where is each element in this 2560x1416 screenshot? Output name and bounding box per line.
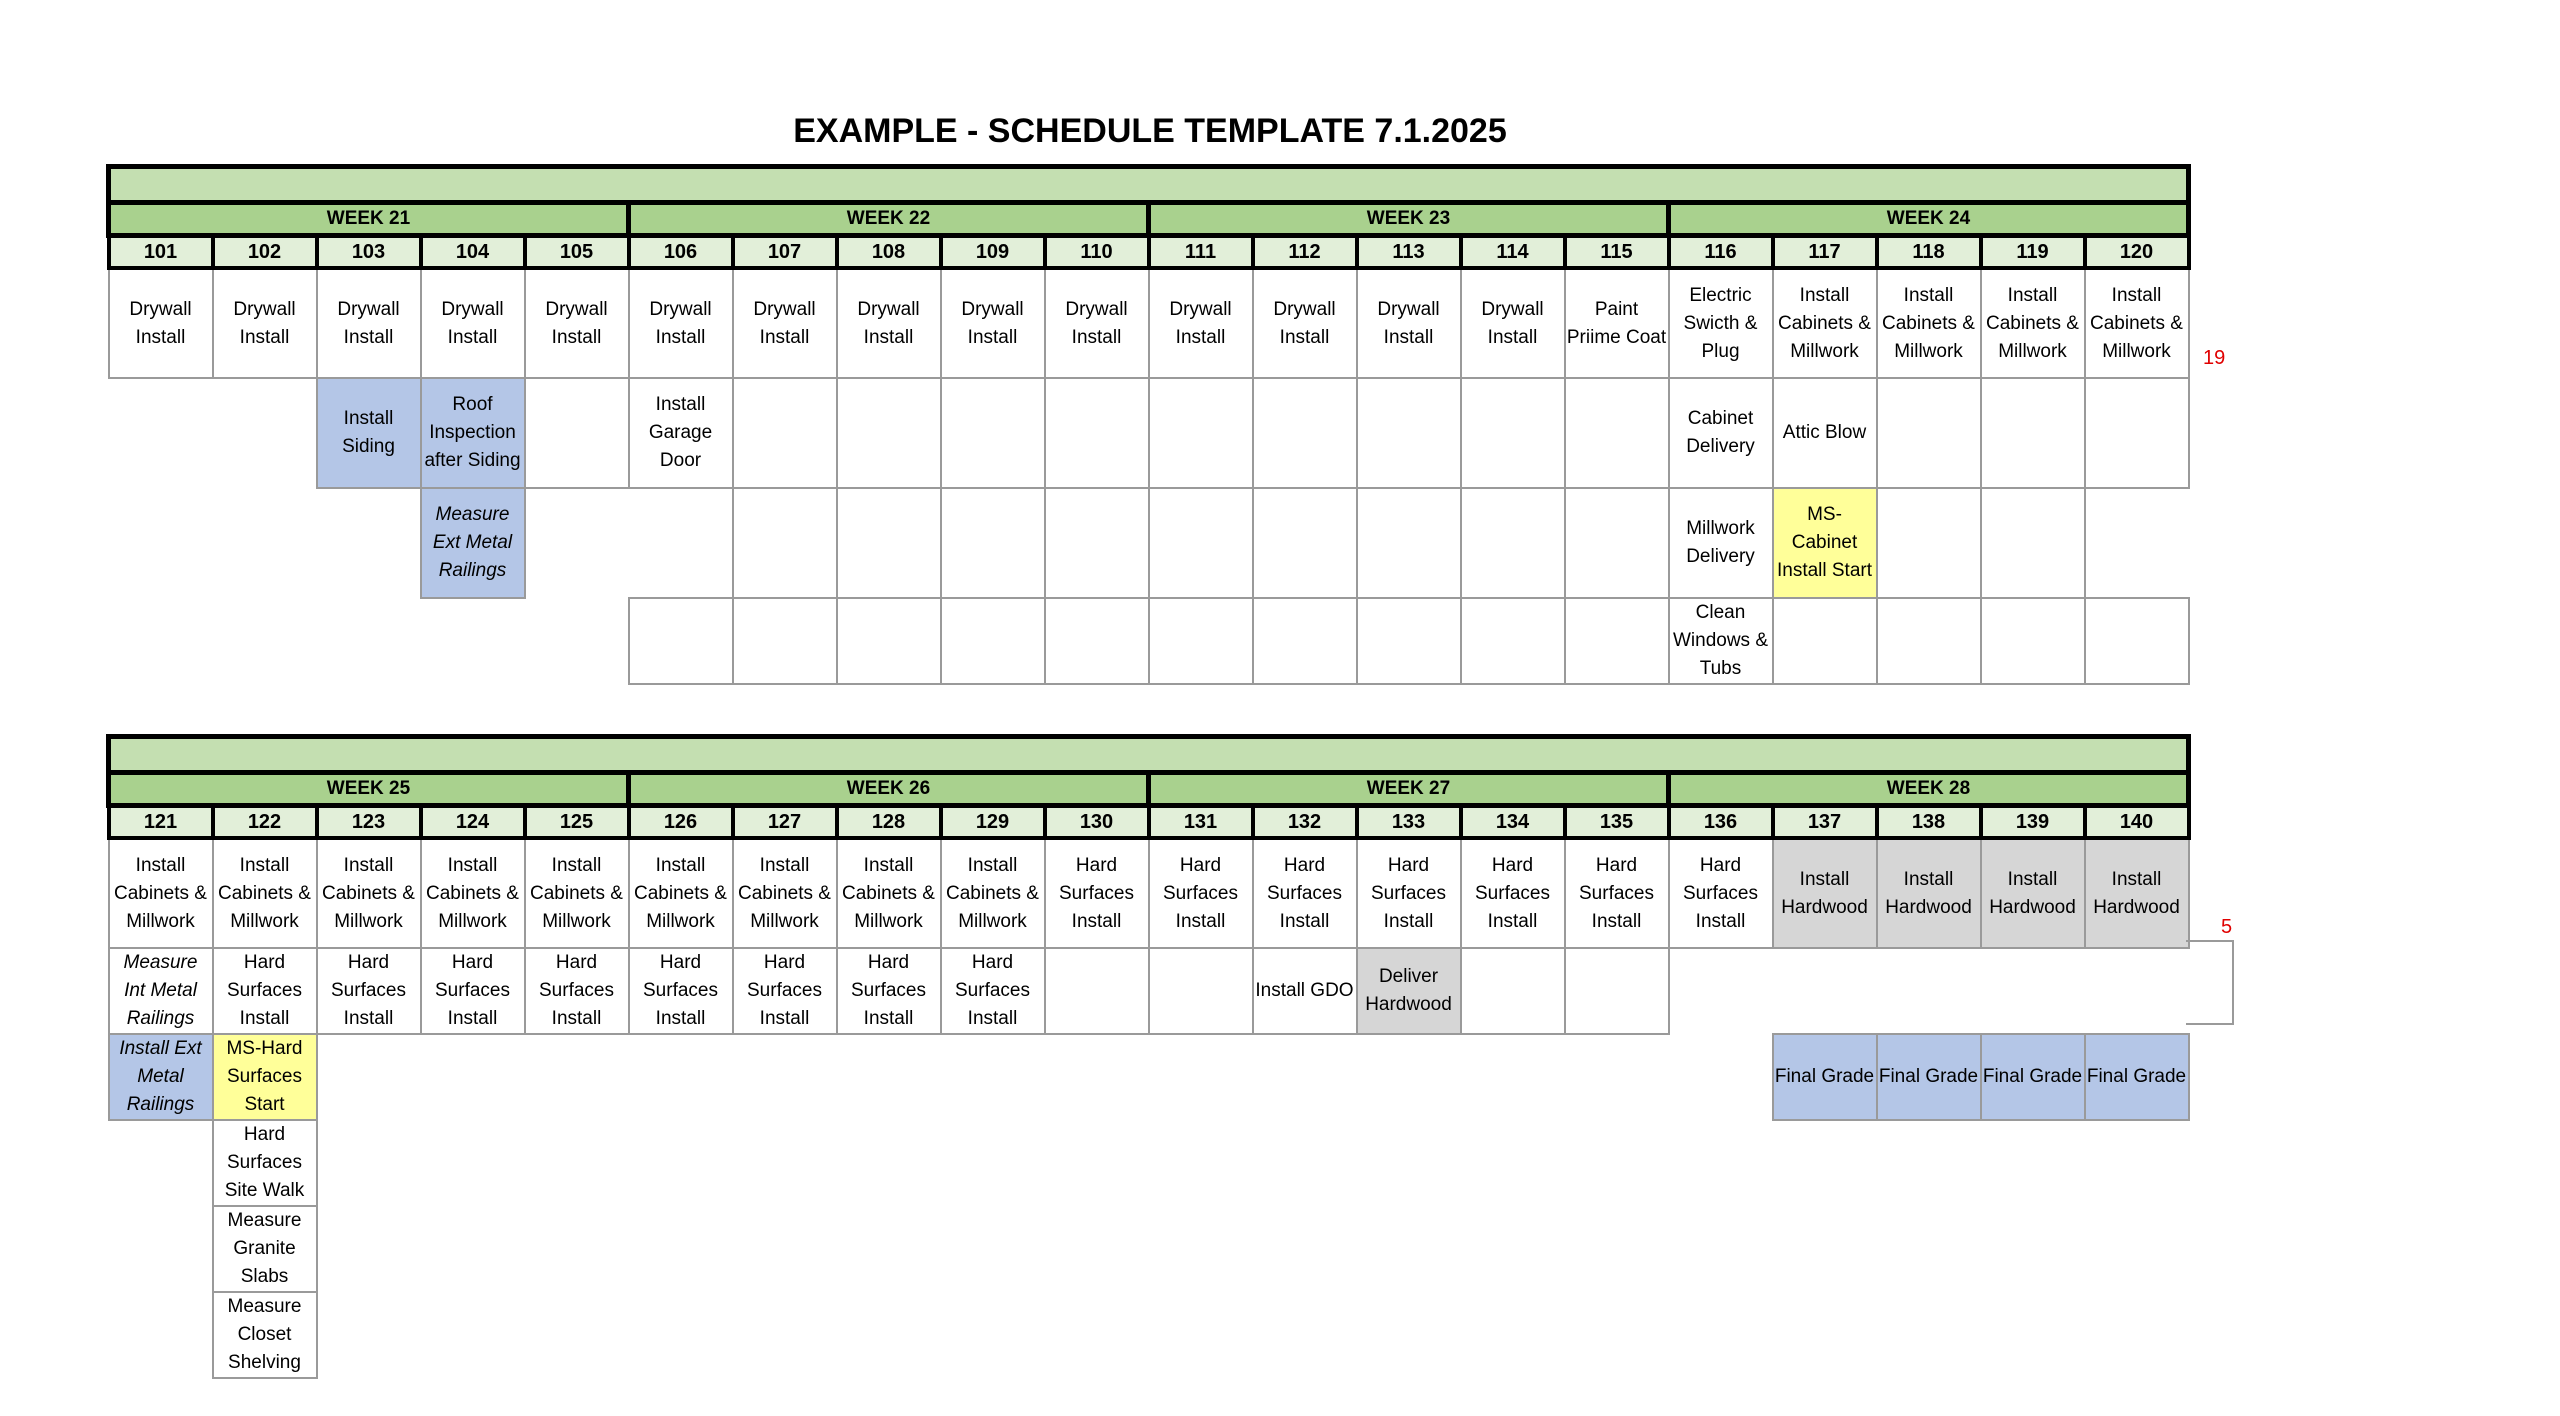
task-cell[interactable]: Roof Inspection after Siding: [421, 378, 525, 488]
task-cell[interactable]: Install Hardwood: [1981, 838, 2085, 948]
task-cell[interactable]: Install Cabinets & Millwork: [213, 838, 317, 948]
task-cell[interactable]: Drywall Install: [1149, 268, 1253, 378]
task-cell[interactable]: [733, 378, 837, 488]
task-cell[interactable]: [1565, 948, 1669, 1034]
task-cell[interactable]: [1149, 948, 1253, 1034]
task-cell[interactable]: [1877, 488, 1981, 598]
task-cell[interactable]: Final Grade: [1773, 1034, 1877, 1120]
task-cell[interactable]: [733, 488, 837, 598]
blank-cell: [213, 598, 317, 684]
task-cell[interactable]: Install Hardwood: [1877, 838, 1981, 948]
row-count-label: 19: [2203, 347, 2226, 369]
day-number: 133: [1357, 806, 1461, 839]
task-cell[interactable]: Drywall Install: [525, 268, 629, 378]
task-cell[interactable]: [941, 488, 1045, 598]
task-cell[interactable]: Drywall Install: [837, 268, 941, 378]
day-number: 132: [1253, 806, 1357, 839]
task-cell[interactable]: Install Cabinets & Millwork: [317, 838, 421, 948]
task-cell[interactable]: Install Ext Metal Railings: [109, 1034, 213, 1120]
day-number: 108: [837, 236, 941, 269]
task-cell[interactable]: [1253, 488, 1357, 598]
task-cell[interactable]: [941, 598, 1045, 684]
week-header: WEEK 24: [1669, 203, 2189, 236]
blank-cell: [525, 1034, 629, 1120]
day-number: 139: [1981, 806, 2085, 839]
schedule-block-weeks-25-28: [106, 734, 2191, 1379]
header-band: [109, 737, 2189, 773]
day-number: 134: [1461, 806, 1565, 839]
day-number: 105: [525, 236, 629, 269]
day-number: 125: [525, 806, 629, 839]
task-cell[interactable]: Hard Surfaces Site Walk: [213, 1120, 317, 1206]
task-cell[interactable]: [1253, 378, 1357, 488]
blank-cell: [109, 488, 213, 598]
task-cell[interactable]: [1565, 598, 1669, 684]
task-cell[interactable]: Drywall Install: [1253, 268, 1357, 378]
blank-cell: [733, 1034, 837, 1120]
task-cell[interactable]: Install Cabinets & Millwork: [525, 838, 629, 948]
blank-cell: [1565, 1034, 1669, 1120]
blank-cell: [421, 1034, 525, 1120]
task-cell[interactable]: [1461, 948, 1565, 1034]
task-cell[interactable]: Drywall Install: [109, 268, 213, 378]
day-number: 129: [941, 806, 1045, 839]
day-number: 122: [213, 806, 317, 839]
overflow-cell: [2186, 940, 2234, 1025]
task-cell[interactable]: Install Cabinets & Millwork: [1773, 268, 1877, 378]
task-cell[interactable]: Install Garage Door: [629, 378, 733, 488]
task-cell[interactable]: Hard Surfaces Install: [213, 948, 317, 1034]
week-header: WEEK 25: [109, 773, 629, 806]
page-title: EXAMPLE - SCHEDULE TEMPLATE 7.1.2025: [793, 112, 1507, 150]
blank-cell: [109, 1206, 213, 1292]
task-cell[interactable]: [837, 378, 941, 488]
task-cell[interactable]: MS-Cabinet Install Start: [1773, 488, 1877, 598]
day-number: 109: [941, 236, 1045, 269]
task-cell[interactable]: Drywall Install: [1357, 268, 1461, 378]
day-number: 107: [733, 236, 837, 269]
blank-cell: [2085, 948, 2189, 1034]
header-band: [109, 167, 2189, 203]
day-number: 136: [1669, 806, 1773, 839]
task-cell[interactable]: [1877, 598, 1981, 684]
task-cell[interactable]: Final Grade: [2085, 1034, 2189, 1120]
task-cell[interactable]: Deliver Hardwood: [1357, 948, 1461, 1034]
day-number: 123: [317, 806, 421, 839]
task-cell[interactable]: Install Cabinets & Millwork: [733, 838, 837, 948]
day-number: 130: [1045, 806, 1149, 839]
day-number: 106: [629, 236, 733, 269]
task-cell[interactable]: Drywall Install: [317, 268, 421, 378]
task-cell[interactable]: Install Cabinets & Millwork: [1981, 268, 2085, 378]
task-cell[interactable]: [1461, 378, 1565, 488]
day-number: 119: [1981, 236, 2085, 269]
blank-cell: [213, 488, 317, 598]
task-cell[interactable]: [1981, 488, 2085, 598]
task-cell[interactable]: Hard Surfaces Install: [1253, 838, 1357, 948]
task-cell[interactable]: [1357, 598, 1461, 684]
task-cell[interactable]: Drywall Install: [941, 268, 1045, 378]
task-cell[interactable]: Install Cabinets & Millwork: [629, 838, 733, 948]
task-cell[interactable]: Drywall Install: [421, 268, 525, 378]
day-number: 115: [1565, 236, 1669, 269]
task-cell[interactable]: [1565, 488, 1669, 598]
task-cell[interactable]: Hard Surfaces Install: [317, 948, 421, 1034]
task-cell[interactable]: Measure Granite Slabs: [213, 1206, 317, 1292]
blank-cell: [1149, 1034, 1253, 1120]
task-cell[interactable]: Final Grade: [1877, 1034, 1981, 1120]
task-cell[interactable]: [629, 598, 733, 684]
task-cell[interactable]: Install Hardwood: [2085, 838, 2189, 948]
blank-cell: [941, 1034, 1045, 1120]
task-cell[interactable]: [525, 378, 629, 488]
task-cell[interactable]: Install Cabinets & Millwork: [1877, 268, 1981, 378]
task-cell[interactable]: [1461, 488, 1565, 598]
blank-cell: [317, 1206, 2189, 1292]
task-cell[interactable]: Drywall Install: [629, 268, 733, 378]
task-cell[interactable]: [1045, 378, 1149, 488]
task-cell[interactable]: Hard Surfaces Install: [1669, 838, 1773, 948]
task-cell[interactable]: [1045, 488, 1149, 598]
week-header: WEEK 26: [629, 773, 1149, 806]
task-cell[interactable]: Hard Surfaces Install: [629, 948, 733, 1034]
task-cell[interactable]: Hard Surfaces Install: [941, 948, 1045, 1034]
blank-cell: [525, 488, 629, 598]
blank-cell: [1461, 1034, 1565, 1120]
day-number: 104: [421, 236, 525, 269]
blank-cell: [317, 488, 421, 598]
task-cell[interactable]: Drywall Install: [213, 268, 317, 378]
task-cell[interactable]: Millwork Delivery: [1669, 488, 1773, 598]
blank-cell: [109, 378, 213, 488]
task-cell[interactable]: [1461, 598, 1565, 684]
day-number: 128: [837, 806, 941, 839]
blank-cell: [1357, 1034, 1461, 1120]
task-cell[interactable]: [1149, 378, 1253, 488]
task-cell[interactable]: Hard Surfaces Install: [421, 948, 525, 1034]
blank-cell: [525, 598, 629, 684]
blank-cell: [213, 378, 317, 488]
day-number: 124: [421, 806, 525, 839]
day-number: 131: [1149, 806, 1253, 839]
week-header: WEEK 21: [109, 203, 629, 236]
week-header: WEEK 28: [1669, 773, 2189, 806]
day-number: 138: [1877, 806, 1981, 839]
task-cell[interactable]: Install Siding: [317, 378, 421, 488]
task-cell[interactable]: Drywall Install: [1045, 268, 1149, 378]
task-cell[interactable]: Cabinet Delivery: [1669, 378, 1773, 488]
day-number: 116: [1669, 236, 1773, 269]
blank-cell: [109, 598, 213, 684]
task-cell[interactable]: Hard Surfaces Install: [1045, 838, 1149, 948]
task-cell[interactable]: Install Cabinets & Millwork: [421, 838, 525, 948]
day-number: 126: [629, 806, 733, 839]
task-cell[interactable]: Clean Windows & Tubs: [1669, 598, 1773, 684]
task-cell[interactable]: Install Hardwood: [1773, 838, 1877, 948]
task-cell[interactable]: Hard Surfaces Install: [1565, 838, 1669, 948]
task-cell[interactable]: Measure Closet Shelving: [213, 1292, 317, 1378]
task-cell[interactable]: [1045, 948, 1149, 1034]
task-cell[interactable]: Hard Surfaces Install: [837, 948, 941, 1034]
task-cell[interactable]: [2085, 598, 2189, 684]
blank-cell: [421, 598, 525, 684]
task-cell[interactable]: [733, 598, 837, 684]
day-number: 121: [109, 806, 213, 839]
task-cell[interactable]: Install Cabinets & Millwork: [837, 838, 941, 948]
blank-cell: [1877, 948, 1981, 1034]
task-cell[interactable]: Electric Swicth & Plug: [1669, 268, 1773, 378]
task-cell[interactable]: [1357, 488, 1461, 598]
row-count-label: 5: [2221, 916, 2233, 938]
week-header: WEEK 22: [629, 203, 1149, 236]
task-cell[interactable]: Hard Surfaces Install: [1357, 838, 1461, 948]
week-header: WEEK 27: [1149, 773, 1669, 806]
task-cell[interactable]: [1877, 378, 1981, 488]
blank-cell: [1045, 1034, 1149, 1120]
blank-cell: [317, 1292, 2189, 1378]
day-number: 114: [1461, 236, 1565, 269]
task-cell[interactable]: Install Cabinets & Millwork: [109, 838, 213, 948]
blank-cell: [629, 488, 733, 598]
task-cell[interactable]: [1357, 378, 1461, 488]
day-number: 110: [1045, 236, 1149, 269]
task-cell[interactable]: Drywall Install: [733, 268, 837, 378]
task-cell[interactable]: [2085, 378, 2189, 488]
task-cell[interactable]: Drywall Install: [1461, 268, 1565, 378]
day-number: 120: [2085, 236, 2189, 269]
task-cell[interactable]: Hard Surfaces Install: [733, 948, 837, 1034]
task-cell[interactable]: Paint Priime Coat: [1565, 268, 1669, 378]
day-number: 101: [109, 236, 213, 269]
task-cell[interactable]: Measure Ext Metal Railings: [421, 488, 525, 598]
day-number: 135: [1565, 806, 1669, 839]
blank-cell: [1981, 948, 2085, 1034]
task-cell[interactable]: [1981, 598, 2085, 684]
day-number: 137: [1773, 806, 1877, 839]
blank-cell: [317, 1034, 421, 1120]
task-cell[interactable]: [941, 378, 1045, 488]
blank-cell: [629, 1034, 733, 1120]
task-cell[interactable]: Attic Blow: [1773, 378, 1877, 488]
day-number: 127: [733, 806, 837, 839]
day-number: 112: [1253, 236, 1357, 269]
week-header: WEEK 23: [1149, 203, 1669, 236]
task-cell[interactable]: Install Cabinets & Millwork: [2085, 268, 2189, 378]
blank-cell: [109, 1120, 213, 1206]
blank-cell: [1773, 948, 1877, 1034]
task-cell[interactable]: [1773, 598, 1877, 684]
task-cell[interactable]: [1045, 598, 1149, 684]
day-number: 113: [1357, 236, 1461, 269]
task-cell[interactable]: Hard Surfaces Install: [525, 948, 629, 1034]
blank-cell: [317, 598, 421, 684]
task-cell[interactable]: Install Cabinets & Millwork: [941, 838, 1045, 948]
day-number: 103: [317, 236, 421, 269]
task-cell[interactable]: [1149, 598, 1253, 684]
task-cell[interactable]: [1565, 378, 1669, 488]
task-cell[interactable]: [1149, 488, 1253, 598]
task-cell[interactable]: [1253, 598, 1357, 684]
blank-cell: [837, 1034, 941, 1120]
day-number: 102: [213, 236, 317, 269]
task-cell[interactable]: [1981, 378, 2085, 488]
schedule-block-weeks-21-24: [106, 164, 2191, 685]
blank-cell: [1669, 948, 1773, 1034]
day-number: 140: [2085, 806, 2189, 839]
task-cell[interactable]: Final Grade: [1981, 1034, 2085, 1120]
task-cell[interactable]: Hard Surfaces Install: [1461, 838, 1565, 948]
blank-cell: [317, 1120, 2189, 1206]
task-cell[interactable]: [837, 598, 941, 684]
task-cell[interactable]: Hard Surfaces Install: [1149, 838, 1253, 948]
blank-cell: [1669, 1034, 1773, 1120]
blank-cell: [1253, 1034, 1357, 1120]
task-cell[interactable]: Install GDO: [1253, 948, 1357, 1034]
blank-cell: [2085, 488, 2189, 598]
day-number: 117: [1773, 236, 1877, 269]
task-cell[interactable]: [837, 488, 941, 598]
blank-cell: [109, 1292, 213, 1378]
task-cell[interactable]: MS-Hard Surfaces Start: [213, 1034, 317, 1120]
day-number: 118: [1877, 236, 1981, 269]
day-number: 111: [1149, 236, 1253, 269]
task-cell[interactable]: Measure Int Metal Railings: [109, 948, 213, 1034]
